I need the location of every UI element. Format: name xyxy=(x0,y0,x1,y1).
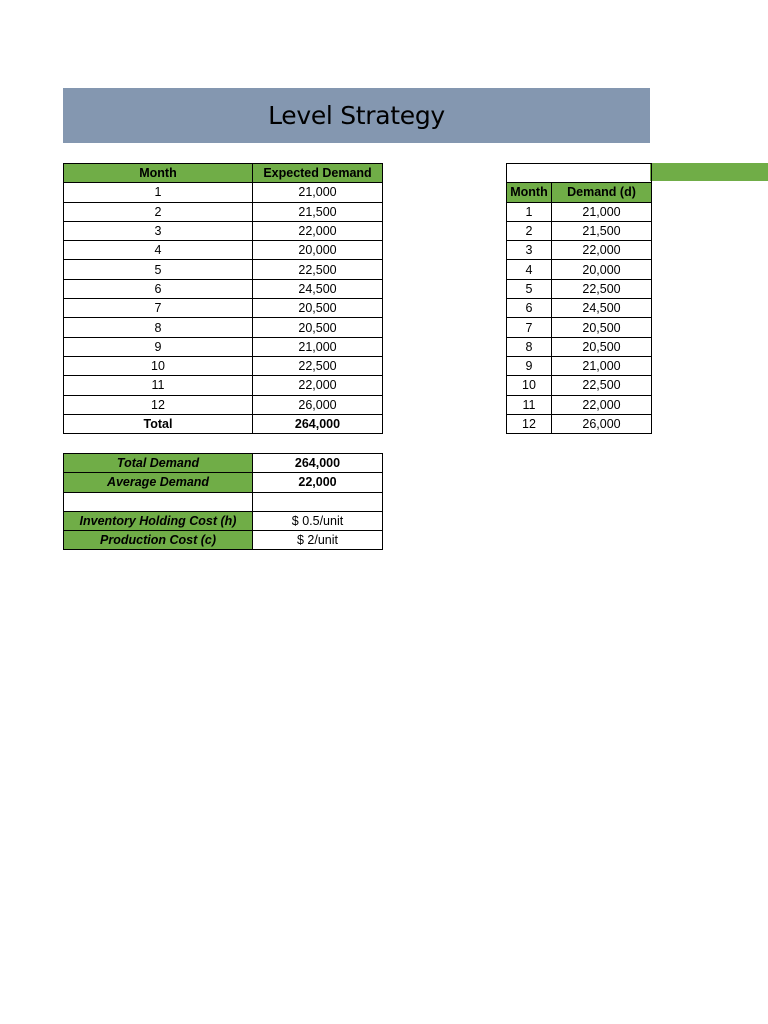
table-row xyxy=(64,299,383,318)
table-row xyxy=(507,299,652,318)
table-row xyxy=(507,241,652,260)
table-row xyxy=(507,318,652,337)
month-cell[interactable]: 10 xyxy=(507,376,552,395)
table-row xyxy=(507,356,652,375)
demand-cell[interactable]: 20,500 xyxy=(253,318,383,337)
total-demand-value[interactable]: 264,000 xyxy=(253,454,383,473)
blank-header-row xyxy=(507,164,652,183)
holding-cost-label[interactable]: Inventory Holding Cost (h) xyxy=(64,511,253,530)
month-cell[interactable]: 11 xyxy=(64,376,253,395)
holding-cost-row xyxy=(64,511,383,530)
production-cost-label[interactable]: Production Cost (c) xyxy=(64,531,253,550)
demand-cell[interactable]: 26,000 xyxy=(253,395,383,414)
demand-cell[interactable]: 22,500 xyxy=(253,260,383,279)
table-row xyxy=(64,183,383,202)
month-cell[interactable]: 9 xyxy=(64,337,253,356)
demand-d-table xyxy=(506,163,652,434)
table-row xyxy=(64,221,383,240)
table-row xyxy=(64,279,383,298)
average-demand-label[interactable]: Average Demand xyxy=(64,473,253,492)
table-row xyxy=(507,376,652,395)
month-cell[interactable]: 4 xyxy=(64,241,253,260)
table-row xyxy=(64,376,383,395)
demand-cell[interactable]: 22,500 xyxy=(552,279,652,298)
table-row xyxy=(64,395,383,414)
average-demand-row xyxy=(64,473,383,492)
table-row xyxy=(64,356,383,375)
table-row xyxy=(507,221,652,240)
table-row xyxy=(64,337,383,356)
demand-cell[interactable]: 20,000 xyxy=(253,241,383,260)
demand-cell[interactable]: 21,000 xyxy=(552,356,652,375)
blank-row xyxy=(64,492,383,511)
table-row xyxy=(64,318,383,337)
demand-cell[interactable]: 22,500 xyxy=(253,356,383,375)
table-row xyxy=(507,395,652,414)
month-cell[interactable]: 12 xyxy=(64,395,253,414)
demand-cell[interactable]: 20,500 xyxy=(552,318,652,337)
month-cell[interactable]: 5 xyxy=(64,260,253,279)
demand-cell[interactable]: 22,000 xyxy=(552,395,652,414)
demand-cell[interactable]: 24,500 xyxy=(253,279,383,298)
green-header-strip xyxy=(650,163,768,181)
holding-cost-value[interactable]: $ 0.5/unit xyxy=(253,511,383,530)
month-cell[interactable]: 3 xyxy=(507,241,552,260)
production-cost-value[interactable]: $ 2/unit xyxy=(253,531,383,550)
month-cell[interactable]: 12 xyxy=(507,414,552,433)
demand-cell[interactable]: 20,500 xyxy=(552,337,652,356)
average-demand-value[interactable]: 22,000 xyxy=(253,473,383,492)
blank-header-cell[interactable] xyxy=(507,164,652,183)
total-label[interactable]: Total xyxy=(64,414,253,433)
month-cell[interactable]: 1 xyxy=(507,202,552,221)
month-cell[interactable]: 7 xyxy=(507,318,552,337)
month-cell[interactable]: 2 xyxy=(507,221,552,240)
title-banner xyxy=(63,88,650,143)
demand-cell[interactable]: 20,500 xyxy=(253,299,383,318)
blank-cell[interactable] xyxy=(253,492,383,511)
month-cell[interactable]: 1 xyxy=(64,183,253,202)
demand-cell[interactable]: 22,000 xyxy=(253,376,383,395)
total-demand-row xyxy=(64,454,383,473)
table-row xyxy=(507,337,652,356)
page-title: Level Strategy xyxy=(268,101,445,130)
table-row xyxy=(507,202,652,221)
table-header-row xyxy=(507,183,652,202)
table-row xyxy=(64,202,383,221)
month-cell[interactable]: 6 xyxy=(507,299,552,318)
month-cell[interactable]: 11 xyxy=(507,395,552,414)
demand-cell[interactable]: 20,000 xyxy=(552,260,652,279)
demand-cell[interactable]: 22,000 xyxy=(552,241,652,260)
expected-demand-table xyxy=(63,163,383,434)
demand-d-header[interactable]: Demand (d) xyxy=(552,183,652,202)
demand-cell[interactable]: 22,500 xyxy=(552,376,652,395)
demand-cell[interactable]: 21,000 xyxy=(253,337,383,356)
blank-cell[interactable] xyxy=(64,492,253,511)
demand-cell[interactable]: 21,000 xyxy=(552,202,652,221)
month-cell[interactable]: 8 xyxy=(507,337,552,356)
table-row xyxy=(507,414,652,433)
month-cell[interactable]: 7 xyxy=(64,299,253,318)
demand-cell[interactable]: 24,500 xyxy=(552,299,652,318)
month-cell[interactable]: 8 xyxy=(64,318,253,337)
month-cell[interactable]: 6 xyxy=(64,279,253,298)
table-header-row xyxy=(64,164,383,183)
demand-cell[interactable]: 21,000 xyxy=(253,183,383,202)
summary-table xyxy=(63,453,383,550)
total-demand-label[interactable]: Total Demand xyxy=(64,454,253,473)
total-value[interactable]: 264,000 xyxy=(253,414,383,433)
month-cell[interactable]: 2 xyxy=(64,202,253,221)
month-header[interactable]: Month xyxy=(64,164,253,183)
table-row xyxy=(64,260,383,279)
table-row xyxy=(507,260,652,279)
demand-cell[interactable]: 21,500 xyxy=(552,221,652,240)
table-row xyxy=(507,279,652,298)
month-cell[interactable]: 3 xyxy=(64,221,253,240)
total-row xyxy=(64,414,383,433)
demand-cell[interactable]: 21,500 xyxy=(253,202,383,221)
expected-demand-header[interactable]: Expected Demand xyxy=(253,164,383,183)
table-row xyxy=(64,241,383,260)
production-cost-row xyxy=(64,531,383,550)
month-cell[interactable]: 10 xyxy=(64,356,253,375)
month-cell[interactable]: 9 xyxy=(507,356,552,375)
demand-cell[interactable]: 22,000 xyxy=(253,221,383,240)
month-cell[interactable]: 4 xyxy=(507,260,552,279)
demand-cell[interactable]: 26,000 xyxy=(552,414,652,433)
month-cell[interactable]: 5 xyxy=(507,279,552,298)
month-header[interactable]: Month xyxy=(507,183,552,202)
